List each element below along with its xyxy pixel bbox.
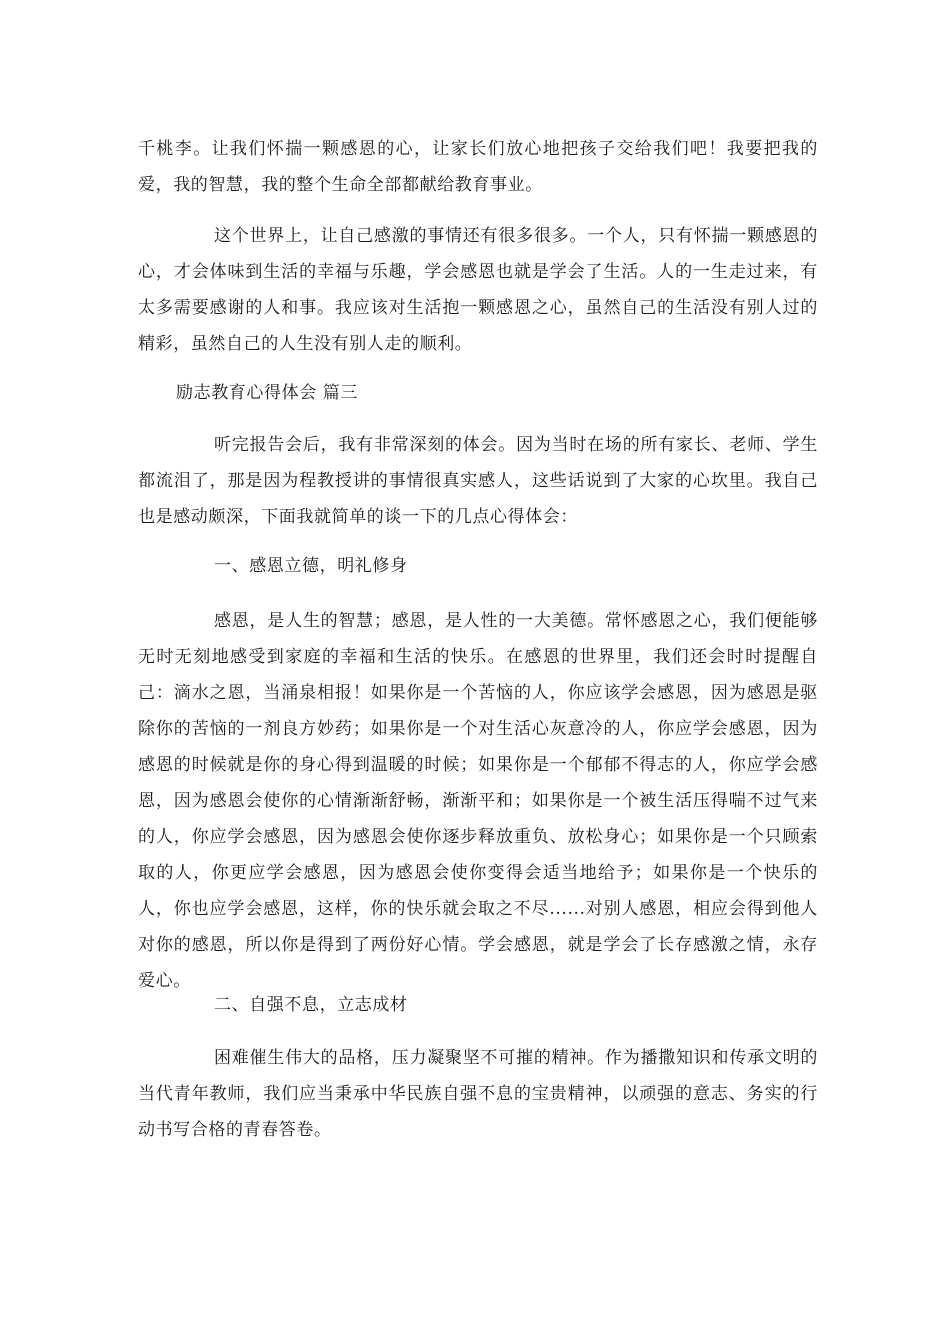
paragraph-perseverance: 困难催生伟大的品格，压力凝聚坚不可摧的精神。作为播撒知识和传承文明的当代青年教师，我们应当秉承中华民族自强不息的宝贵精神，以顽强的意志、务实的行动书写合格的青春答卷。 bbox=[138, 1048, 818, 1140]
paragraph-gratitude-wisdom: 感恩，是人生的智慧；感恩，是人性的一大美德。常怀感恩之心，我们便能够无时无刻地感受到家庭的幸福和生活的快乐。在感恩的世界里，我们还会时时提醒自己：滴水之恩，当涌泉相报！如果你是一个苦恼的人，你应该学会感恩，因为感恩是驱除你的苦恼的一剂良方妙药；如果你是一个对生活心灰意冷的人，你应学会感恩，因为感恩的时候就是你的身心得到温暖的时候；如果你是一个郁郁不得志的人，你应学会感恩，因为感恩会使你的心情渐渐舒畅，渐渐平和；如果你是一个被生活压得喘不过气来的人，你应学会感恩，因为感恩会使你逐步释放重负、放松身心；如果你是一个只顾索取的人，你更应学会感恩，因为感恩会使你变得会适当地给予；如果你是一个快乐的人，你也应学会感恩，这样，你的快乐就会取之不尽......对别人感恩，相应会得到他人对你的感恩，所以你是得到了两份好心情。学会感恩，就是学会了长存感激之情，永存爱心。 bbox=[138, 611, 818, 991]
paragraph-gratitude-world: 这个世界上，让自己感激的事情还有很多很多。一个人，只有怀揣一颗感恩的心，才会体味到生活的幸福与乐趣，学会感恩也就是学会了生活。人的一生走过来，有太多需要感谢的人和事。我应该对生活抱一颗感恩之心，虽然自己的生活没有别人过的精彩，虽然自己的人生没有别人走的顺利。 bbox=[138, 226, 818, 354]
paragraph-continuation: 千桃李。让我们怀揣一颗感恩的心，让家长们放心地把孩子交给我们吧！我要把我的爱，我的智慧，我的整个生命全部都献给教育事业。 bbox=[138, 139, 818, 195]
section-title: 励志教育心得体会 篇三 bbox=[176, 383, 359, 403]
subheading-gratitude-virtue: 一、感恩立德，明礼修身 bbox=[214, 556, 408, 576]
subheading-self-strengthening: 二、自强不息，立志成材 bbox=[214, 995, 408, 1015]
paragraph-report-reflection: 听完报告会后，我有非常深刻的体会。因为当时在场的所有家长、老师、学生都流泪了，那是因为程教授讲的事情很真实感人，这些话说到了大家的心坎里。我自己也是感动颇深，下面我就简单的谈一下的几点心得体会： bbox=[138, 435, 818, 527]
